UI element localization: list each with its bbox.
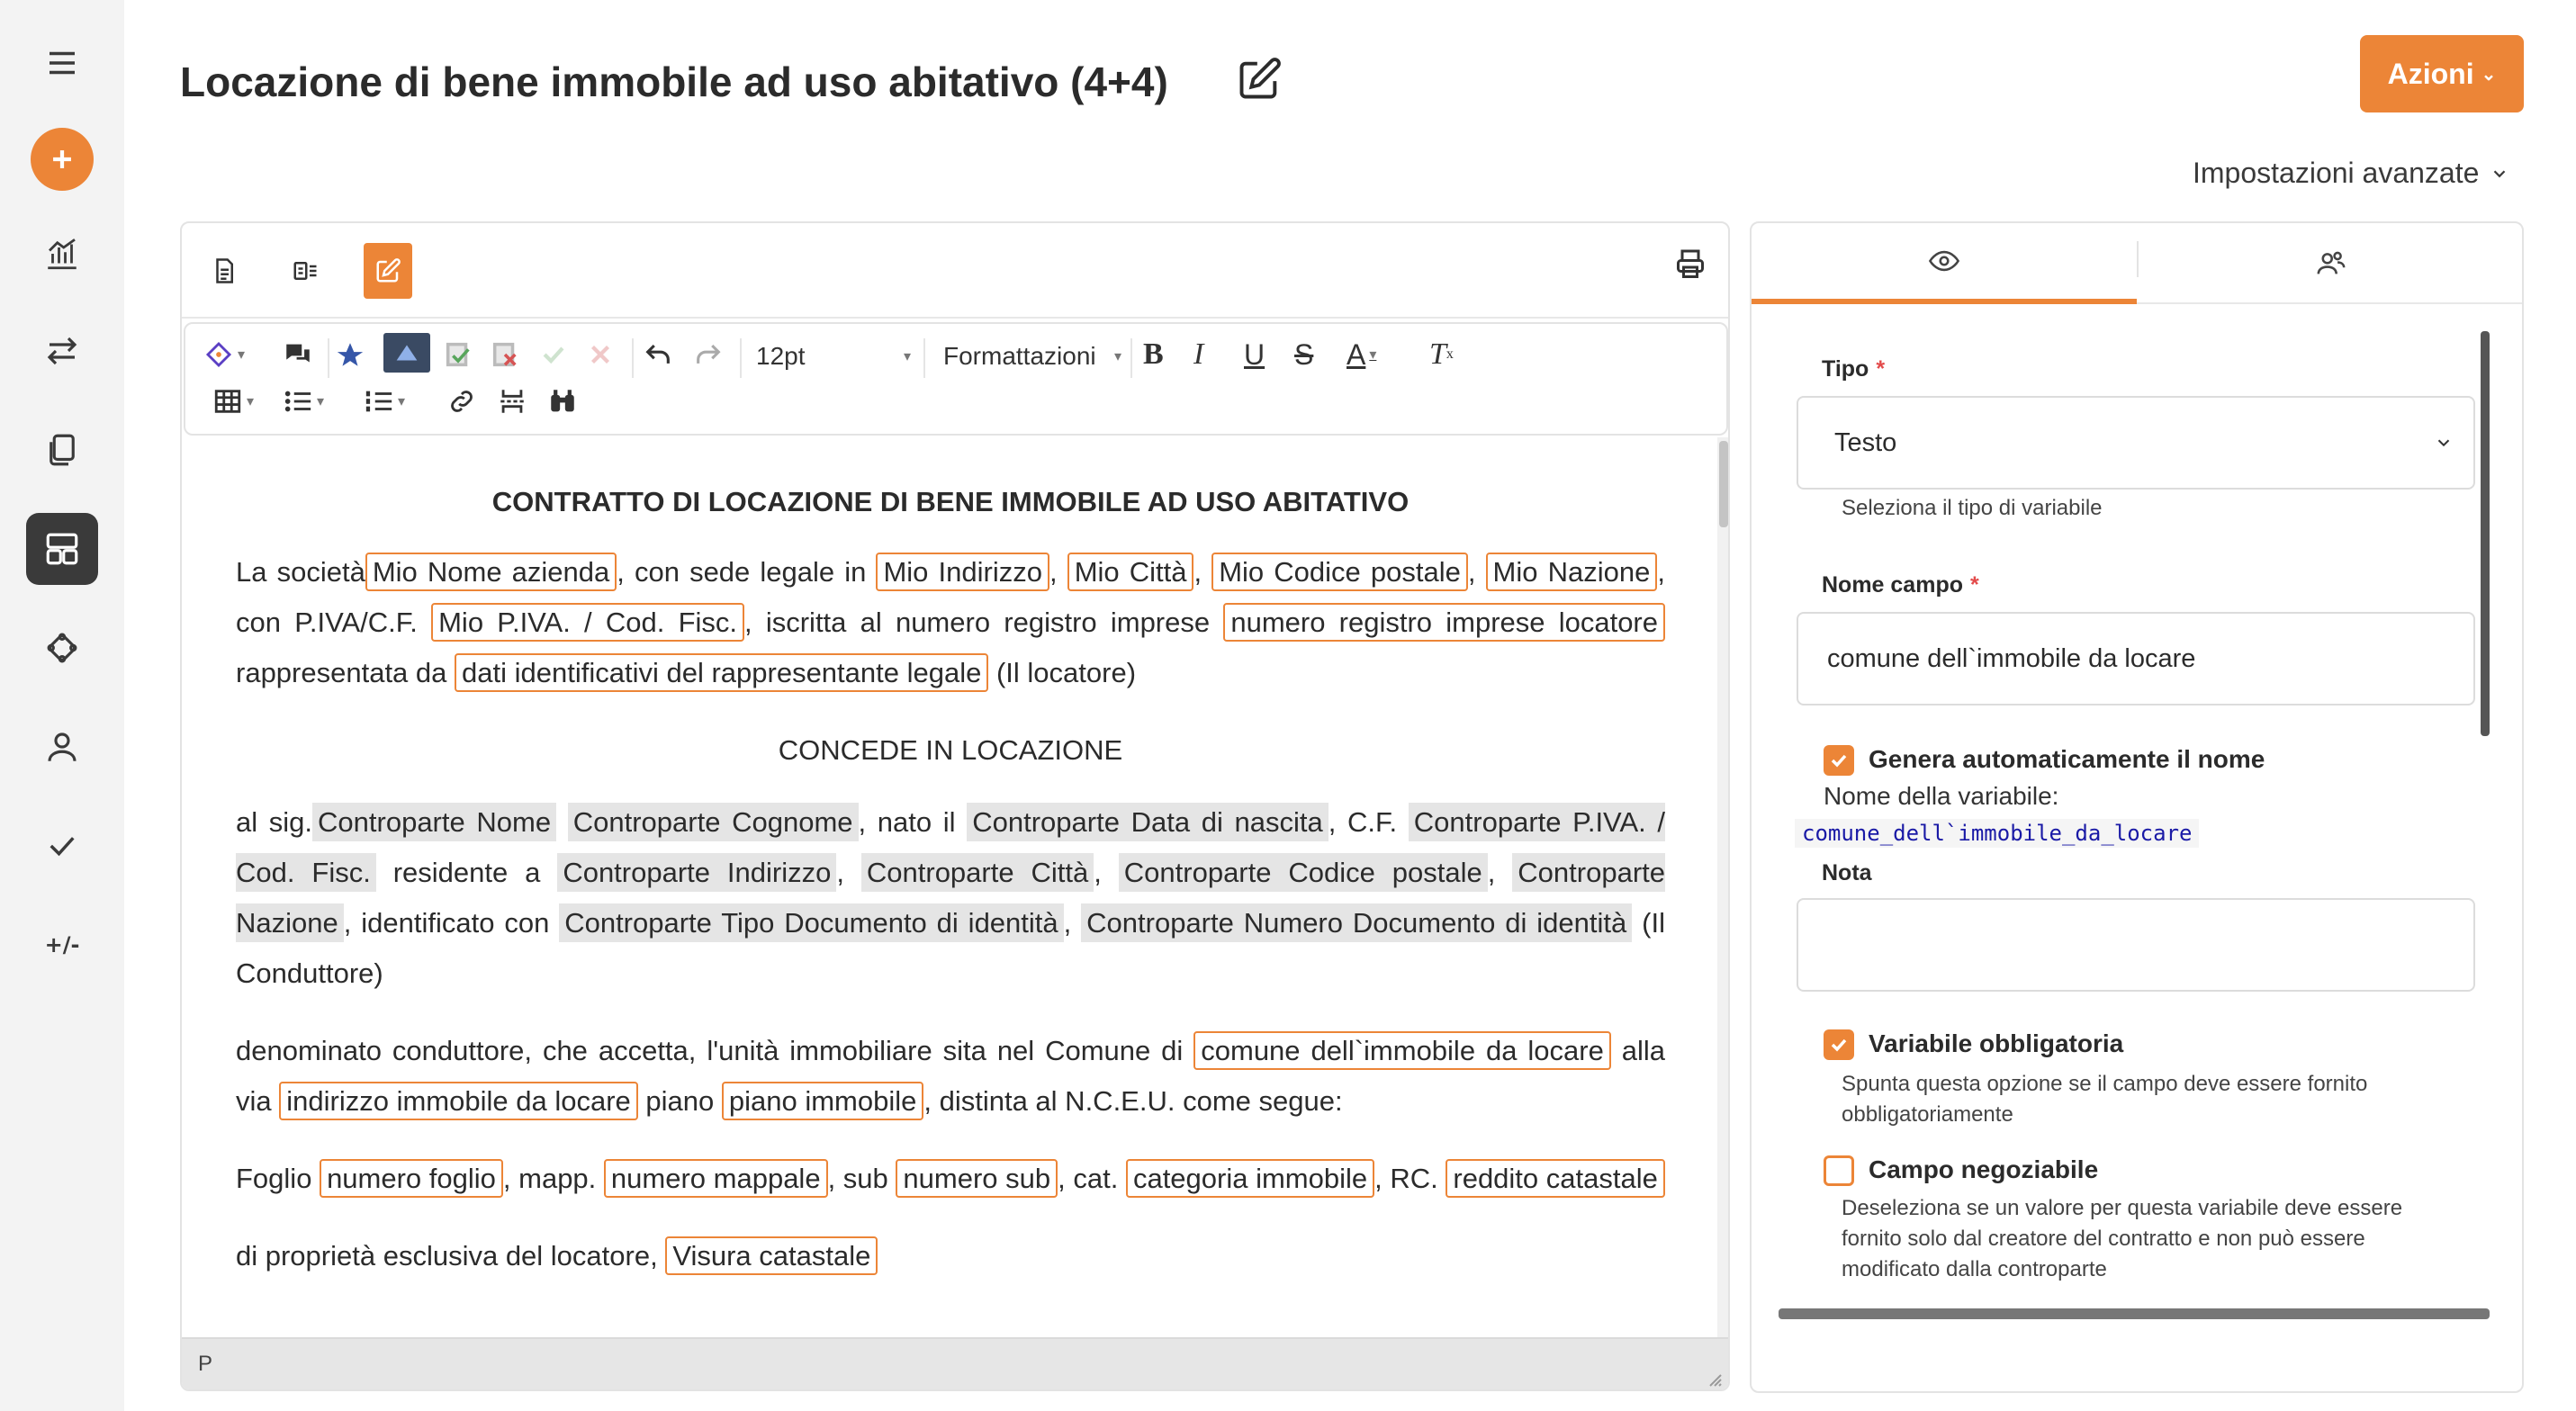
paragraph-property: [236, 1026, 1665, 1127]
variable-field[interactable]: numero foglio: [320, 1159, 503, 1198]
concede-heading: CONCEDE IN LOCAZIONE: [778, 734, 1123, 766]
caret-down-icon: ▾: [903, 349, 911, 364]
diff-icon-label: +/-: [44, 932, 80, 957]
check-icon: [1828, 750, 1850, 771]
arrows-icon[interactable]: [26, 315, 98, 387]
counterparty-variable[interactable]: Controparte Codice postale: [1119, 853, 1488, 892]
document-scrollbar[interactable]: [1717, 437, 1730, 1337]
text-run: , sub: [827, 1163, 888, 1194]
text-run: rappresentata da: [236, 657, 447, 688]
text-run: denominato conduttore, che accetta, l'unità immobiliare sita nel Comune di: [236, 1035, 1184, 1066]
bold-icon[interactable]: B: [1143, 337, 1164, 371]
menu-icon[interactable]: [26, 27, 98, 99]
variable-field[interactable]: Mio Nome azienda: [365, 553, 617, 591]
page-title: Locazione di bene immobile ad uso abitativo (4+4): [180, 58, 1168, 105]
field-name-label: [1822, 572, 1979, 598]
bullet-list-icon[interactable]: ▾: [283, 383, 324, 419]
type-label-text: Tipo: [1822, 356, 1869, 382]
auto-name-label: Genera automaticamente il nome: [1869, 745, 2265, 773]
text-run: di proprietà esclusiva del locatore,: [236, 1240, 658, 1272]
eye-icon: [1929, 246, 1959, 276]
required-marker: *: [1876, 356, 1886, 382]
chart-icon[interactable]: [26, 218, 98, 290]
document-view-icon[interactable]: [200, 243, 248, 299]
text-run: , con P.IVA/C.F.: [236, 556, 1665, 638]
required-checkbox[interactable]: [1824, 1029, 1854, 1060]
paragraph-ownership: [236, 1231, 1665, 1281]
variable-field[interactable]: Mio Indirizzo: [876, 553, 1049, 591]
text-run: alla via: [236, 1035, 1665, 1117]
variable-field[interactable]: piano immobile: [722, 1082, 924, 1120]
edit-mode-icon[interactable]: [364, 243, 412, 299]
counterparty-variable[interactable]: Controparte Indirizzo: [557, 853, 836, 892]
variable-name-code: comune_dell`immobile_da_locare: [1795, 819, 2199, 848]
counterparty-variable[interactable]: Controparte Tipo Documento di identità: [559, 903, 1063, 942]
format-toolbar: [184, 322, 1728, 436]
counterparty-variable[interactable]: Controparte Cognome: [568, 803, 859, 841]
text-run: La società: [236, 556, 365, 588]
text-run: (Il Conduttore): [236, 907, 1665, 989]
insert-variable-icon[interactable]: ▾: [203, 337, 245, 373]
field-name-value: comune dell`immobile da locare: [1827, 643, 2196, 673]
strikethrough-icon[interactable]: S: [1294, 337, 1314, 371]
documents-icon[interactable]: [26, 414, 98, 486]
variable-field[interactable]: indirizzo immobile da locare: [279, 1082, 638, 1120]
field-name-label-text: Nome campo: [1822, 572, 1963, 598]
undo-icon[interactable]: [643, 337, 673, 373]
variable-field[interactable]: numero registro imprese locatore: [1223, 603, 1665, 642]
reject-change-icon[interactable]: [490, 337, 520, 373]
text-run: , identificato con: [343, 907, 550, 939]
required-marker: *: [1969, 572, 1979, 598]
accept-change-icon[interactable]: [443, 337, 473, 373]
negotiable-help: Deseleziona se un valore per questa variabile deve essere fornito solo dal creatore del contratto e non può essere modificato dalla controparte: [1842, 1196, 2403, 1281]
redo-icon[interactable]: [693, 337, 724, 373]
variable-field[interactable]: numero sub: [896, 1159, 1058, 1198]
text-run: , con sede legale in: [617, 556, 867, 588]
variable-field[interactable]: reddito catastale: [1446, 1159, 1664, 1198]
print-icon[interactable]: [1674, 248, 1710, 284]
properties-tabs: [1752, 223, 2522, 304]
document-content[interactable]: [236, 477, 1665, 1308]
user-icon[interactable]: [26, 711, 98, 783]
type-select[interactable]: [1797, 396, 2475, 490]
variable-field[interactable]: numero mappale: [604, 1159, 828, 1198]
check-icon[interactable]: [26, 810, 98, 882]
text-run: , mapp.: [502, 1163, 597, 1194]
type-help: Seleziona il tipo di variabile: [1842, 496, 2103, 520]
type-label: [1822, 356, 1885, 382]
text-run: , nato il: [858, 806, 956, 838]
advanced-settings-label: Impostazioni avanzate: [2193, 157, 2480, 189]
text-run: , iscritta al numero registro imprese: [744, 607, 1211, 638]
users-icon: [2316, 248, 2346, 279]
counterparty-variable[interactable]: Controparte Numero Documento di identità: [1081, 903, 1632, 942]
variable-field[interactable]: categoria immobile: [1126, 1159, 1374, 1198]
advanced-settings-toggle[interactable]: [2193, 157, 2509, 190]
puzzle-icon[interactable]: [26, 612, 98, 684]
text-run: residente a: [392, 857, 541, 888]
counterparty-variable[interactable]: Controparte Nome: [312, 803, 556, 841]
numbered-list-icon[interactable]: ▾: [364, 383, 405, 419]
variable-field[interactable]: Mio Città: [1067, 553, 1194, 591]
text-run: , RC.: [1374, 1163, 1438, 1194]
variable-field[interactable]: Visura catastale: [665, 1236, 878, 1275]
editor-mode-bar: [182, 223, 1728, 319]
italic-icon[interactable]: I: [1193, 337, 1204, 371]
underline-icon[interactable]: U: [1244, 337, 1265, 371]
check-icon: [1828, 1034, 1850, 1056]
required-label: Variabile obbligatoria: [1869, 1029, 2124, 1057]
negotiable-checkbox[interactable]: [1824, 1155, 1854, 1186]
properties-scrollbar-horizontal[interactable]: [1779, 1308, 2490, 1319]
clear-format-icon[interactable]: T x: [1429, 337, 1454, 371]
caret-down-icon: ▾: [1113, 349, 1121, 364]
track-changes-icon[interactable]: [335, 337, 365, 373]
document-heading: CONTRATTO DI LOCAZIONE DI BENE IMMOBILE AD USO ABITATIVO: [491, 486, 1410, 517]
actions-button-label: Azioni: [2387, 57, 2474, 90]
text-run: , cat.: [1058, 1163, 1119, 1194]
type-select-value: Testo: [1834, 427, 1897, 457]
font-size-value: 12pt: [756, 342, 806, 370]
text-run: , distinta al N.C.E.U. come segue:: [923, 1085, 1343, 1117]
note-label: Nota: [1822, 860, 1872, 885]
document-area[interactable]: [182, 437, 1717, 1337]
text-color-icon[interactable]: A ▾: [1347, 337, 1377, 371]
tab-participants[interactable]: [2139, 223, 2524, 304]
field-name-input[interactable]: [1797, 612, 2475, 706]
link-icon[interactable]: [446, 383, 477, 419]
variable-name-label: Nome della variabile:: [1824, 782, 2059, 810]
counterparty-variable[interactable]: Controparte Nazione: [236, 853, 1665, 942]
formats-label: Formattazioni: [943, 342, 1096, 370]
resize-handle-icon[interactable]: [1705, 1370, 1723, 1388]
chevron-down-icon: ⌄: [2481, 64, 2497, 85]
paragraph-tenant: al sig. Controparte Nome Controparte Cognome , nato il Controparte Data di nascita , C.F. Controparte P.IVA. / Cod. Fisc. residente a Controparte Indirizzo , Controparte Città , Controparte Codice postale , Controparte Nazione , identificato con Controparte Tipo Documento di identità , Controparte Numero Documento di identità (Il Conduttore): [236, 797, 1665, 999]
comments-icon[interactable]: [283, 337, 313, 373]
counterparty-variable[interactable]: Controparte P.IVA. / Cod. Fisc.: [236, 803, 1665, 892]
element-path[interactable]: P: [198, 1352, 213, 1376]
variable-field[interactable]: Mio Codice postale: [1211, 553, 1468, 591]
formats-select[interactable]: [943, 337, 1121, 376]
text-run: , C.F.: [1328, 806, 1398, 838]
paragraph-cadastral: [236, 1154, 1665, 1204]
editor-panel: [180, 221, 1730, 1391]
find-replace-icon[interactable]: [547, 383, 578, 419]
variable-field[interactable]: Mio Nazione: [1486, 553, 1658, 591]
page-break-icon[interactable]: [497, 383, 527, 419]
font-size-select[interactable]: [756, 337, 911, 376]
table-icon[interactable]: ▾: [212, 383, 254, 419]
properties-scrollbar-vertical[interactable]: [2481, 331, 2490, 736]
required-help: Spunta questa opzione se il campo deve essere fornito obbligatoriamente: [1842, 1072, 2368, 1127]
scrollbar-thumb[interactable]: [1719, 441, 1728, 527]
note-input[interactable]: [1797, 898, 2475, 992]
text-run: Foglio: [236, 1163, 312, 1194]
chevron-down-icon: [2434, 433, 2454, 453]
variable-field[interactable]: comune dell`immobile da locare: [1193, 1031, 1611, 1070]
variable-field[interactable]: dati identificativi del rappresentante legale: [455, 653, 988, 692]
actions-button[interactable]: [2360, 35, 2524, 112]
text-run: (Il locatore): [995, 657, 1137, 688]
diff-icon[interactable]: [26, 909, 98, 981]
variable-field[interactable]: Mio P.IVA. / Cod. Fisc.: [431, 603, 744, 642]
tab-visibility[interactable]: [1752, 223, 2137, 304]
variable-properties-panel: [1750, 221, 2524, 1393]
text-run: piano: [645, 1085, 715, 1117]
negotiable-label: Campo negoziabile: [1869, 1155, 2099, 1183]
text-run: al sig.: [236, 806, 313, 838]
show-changes-icon[interactable]: [383, 333, 430, 373]
chevron-down-icon: [2490, 164, 2509, 184]
edit-title-icon[interactable]: [1236, 56, 1283, 103]
reject-all-icon[interactable]: [585, 337, 616, 373]
editor-status-bar: [182, 1337, 1728, 1391]
sidebar: [0, 0, 124, 1411]
plus-icon[interactable]: [31, 128, 94, 191]
variables-view-icon[interactable]: [281, 243, 329, 299]
counterparty-variable[interactable]: Controparte Data di nascita: [967, 803, 1329, 841]
templates-icon[interactable]: [26, 513, 98, 585]
paragraph-lessor: La società Mio Nome azienda , con sede legale in Mio Indirizzo , Mio Città , Mio Codice postale , Mio Nazione , con P.IVA/C.F. Mio P.IVA. / Cod. Fisc. , iscritta al numero registro imprese numero registro imprese locatore rappresentata da dati identificativi del rappresentante legale (Il locatore): [236, 547, 1665, 698]
counterparty-variable[interactable]: Controparte Città: [861, 853, 1094, 892]
accept-all-icon[interactable]: [538, 337, 569, 373]
auto-name-checkbox[interactable]: [1824, 745, 1854, 776]
